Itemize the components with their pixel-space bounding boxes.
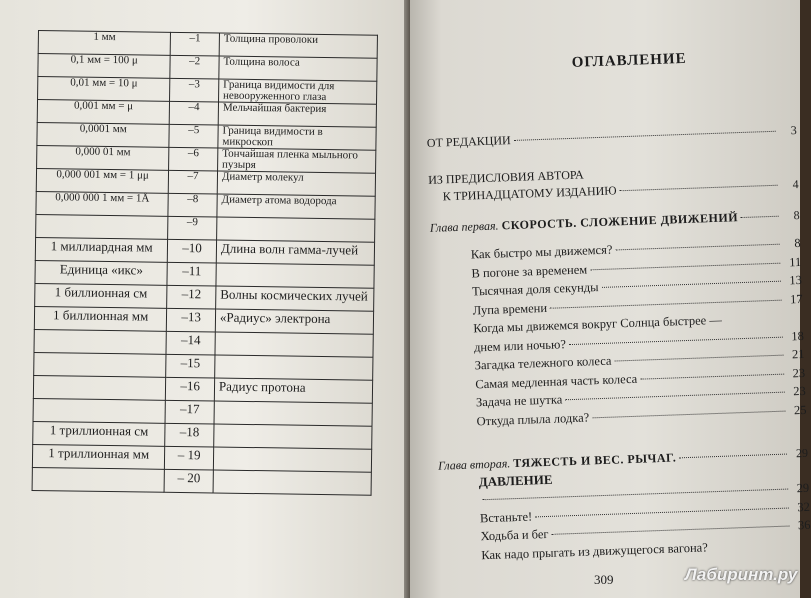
toc-item: Тысячная доля секунды 13: [471, 272, 803, 299]
size-cell: [33, 398, 166, 423]
exponent-cell: –18: [165, 423, 214, 447]
size-cell: 0,01 мм = 10 μ: [38, 77, 171, 102]
description-cell: Толщина волоса: [219, 56, 377, 81]
exponent-cell: –1: [170, 32, 219, 56]
exponent-cell: –15: [166, 354, 215, 378]
description-cell: [217, 217, 375, 242]
description-cell: «Радиус» электрона: [215, 309, 373, 334]
size-cell: Единица «икс»: [35, 260, 168, 285]
toc-item: Как быстро мы движемся? 8: [470, 235, 801, 262]
chapter-2-heading: Глава вторая. ТЯЖЕСТЬ И ВЕС. РЫЧАГ. 29: [437, 445, 809, 473]
chapter-1-heading: Глава первая. СКОРОСТЬ. СЛОЖЕНИЕ ДВИЖЕНИЙ 8: [429, 207, 800, 235]
watermark-logo: Лабиринт.ру: [685, 565, 798, 584]
description-cell: Радиус протона: [214, 378, 372, 403]
description-cell: Диаметр молекул: [217, 171, 375, 196]
size-cell: 0,1 мм = 100 μ: [38, 54, 171, 79]
description-cell: Граница видимости в микроскоп: [218, 125, 376, 150]
toc-item: 29: [439, 479, 809, 510]
size-cell: [33, 375, 166, 400]
description-cell: [215, 355, 373, 380]
size-cell: 1 биллионная см: [35, 283, 168, 308]
table-of-contents: [424, 47, 811, 566]
exponent-cell: –17: [165, 400, 214, 424]
exponent-cell: –11: [167, 262, 216, 286]
toc-item: Самая медленная часть колеса 23: [475, 365, 806, 391]
exponent-cell: –3: [170, 78, 219, 102]
description-cell: [214, 424, 372, 449]
right-page: [410, 0, 811, 598]
exponent-cell: –13: [167, 308, 216, 332]
toc-item: Лупа времени 17: [472, 291, 803, 317]
toc-item: Откуда плыла лодка? 25: [476, 402, 807, 428]
exponent-cell: –9: [168, 216, 217, 240]
exponent-cell: –2: [170, 55, 219, 79]
size-cell: [34, 329, 167, 354]
size-cell: 1 миллиардная мм: [35, 237, 168, 262]
description-cell: Волны космических лучей: [216, 286, 374, 311]
toc-title: ОГЛАВЛЕНИЕ: [571, 50, 687, 71]
exponent-cell: –8: [168, 193, 217, 217]
description-cell: [216, 263, 374, 288]
size-cell: 1 триллионная см: [33, 421, 166, 446]
toc-item: днем или ночью? 18: [473, 328, 805, 354]
exponent-cell: –12: [167, 285, 216, 309]
toc-front-item-cont: К ТРИНАДЦАТОМУ ИЗДАНИЮ 4: [442, 177, 799, 204]
size-cell: 0,0001 мм: [37, 122, 170, 147]
exponent-cell: – 19: [165, 446, 214, 470]
toc-item: В погоне за временем 11: [471, 254, 802, 280]
description-cell: [215, 332, 373, 357]
description-cell: Толщина проволоки: [219, 33, 377, 58]
description-cell: Тончайшая пленка мыльного пузыря: [218, 148, 376, 173]
exponent-cell: –14: [166, 331, 215, 355]
description-cell: [214, 401, 372, 426]
page-number: 309: [594, 572, 614, 587]
chapter-2-heading-cont: ДАВЛЕНИЕ: [478, 471, 553, 490]
size-cell: 1 мм: [38, 31, 171, 56]
size-cell: [34, 352, 167, 377]
description-cell: [213, 447, 371, 472]
toc-front-item: ОТ РЕДАКЦИИ 3: [426, 123, 797, 150]
description-cell: Мельчайшая бактерия: [218, 102, 376, 127]
toc-front-item: ИЗ ПРЕДИСЛОВИЯ АВТОРА: [427, 167, 584, 187]
size-cell: 0,000 000 1 мм = 1Å: [36, 191, 169, 216]
description-cell: Длина волн гамма-лучей: [216, 240, 374, 265]
toc-item: Как надо прыгать из движущегося вагона?: [481, 539, 708, 562]
exponent-cell: –5: [169, 124, 218, 148]
description-cell: Диаметр атома водорода: [217, 194, 375, 219]
toc-item: Задача не шутка 23: [475, 383, 807, 410]
exponent-cell: –6: [169, 147, 218, 171]
exponent-cell: –16: [166, 377, 215, 401]
description-cell: [213, 470, 371, 495]
size-cell: 0,000 001 мм = 1 μμ: [36, 168, 169, 193]
size-cell: 1 биллионная мм: [34, 306, 167, 331]
table-row: [32, 467, 371, 495]
size-cell: 0,001 мм = μ: [37, 100, 170, 125]
size-cell: [32, 467, 165, 492]
exponent-cell: – 20: [164, 469, 213, 493]
toc-item: Встаньте! 32: [479, 499, 811, 525]
scale-table: [32, 30, 378, 496]
size-cell: 1 триллионная мм: [32, 444, 165, 469]
size-cell: [36, 214, 169, 239]
toc-item: Ходьба и бег 36: [480, 517, 811, 544]
exponent-cell: –4: [170, 101, 219, 125]
exponent-cell: –10: [168, 239, 217, 263]
description-cell: Граница видимости для невооруженного глаза: [218, 79, 376, 104]
toc-item: Загадка тележного колеса 21: [474, 346, 805, 373]
toc-item: Когда мы движемся вокруг Солнца быстрее —: [473, 312, 723, 336]
size-cell: 0,000 01 мм: [37, 145, 170, 170]
exponent-cell: –7: [169, 170, 218, 194]
